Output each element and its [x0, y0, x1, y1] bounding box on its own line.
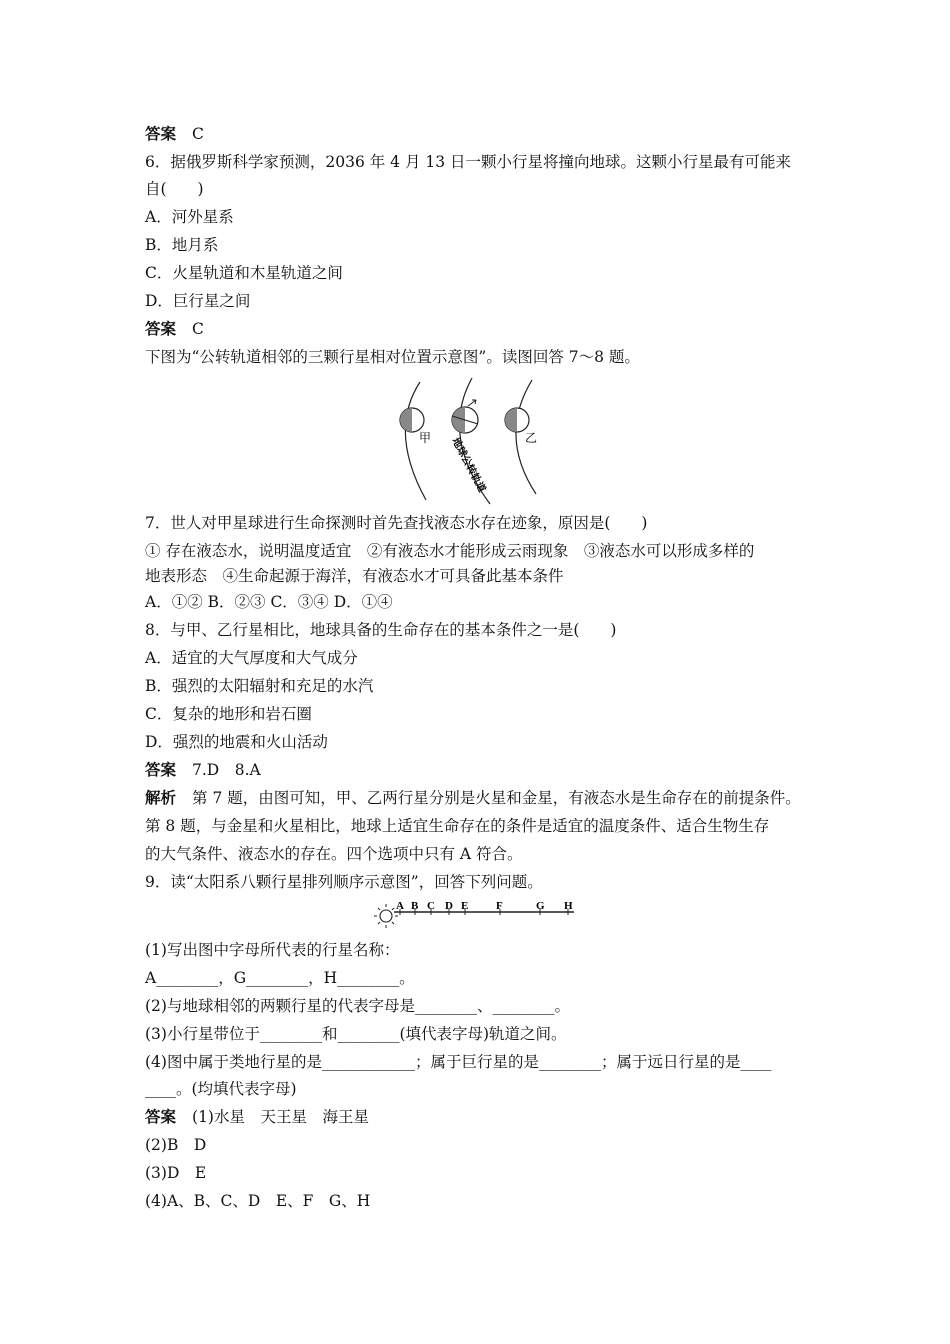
answer-value: 7.D 8.A — [192, 761, 261, 779]
answer-label: 答案 — [145, 124, 177, 143]
solar-system-order-figure — [370, 898, 580, 928]
planet-letter-c: C — [427, 900, 435, 912]
question-8-option-b: B．强烈的太阳辐射和充足的水汽 — [145, 677, 374, 695]
answer-7-8 — [145, 760, 261, 780]
sun-arrow-icon — [468, 400, 476, 406]
explanation-label: 解析 — [145, 788, 177, 807]
planet-yi — [505, 408, 529, 432]
planet-letter-e: E — [461, 900, 469, 912]
answer-value: C — [192, 125, 204, 143]
answer-9-part-3: (3)D E — [145, 1164, 207, 1182]
answer-9-part-2: (2)B D — [145, 1136, 207, 1154]
question-8-stem: 8．与甲、乙行星相比，地球具备的生命存在的基本条件之一是( ) — [145, 621, 617, 639]
question-6-option-d: D．巨行星之间 — [145, 292, 251, 310]
question-6-stem: 6．据俄罗斯科学家预测，2036 年 4 月 13 日一颗小行星将撞向地球。这颗小行星最有可能来 — [145, 153, 792, 171]
question-6-stem-cont: 自( ) — [145, 180, 204, 198]
planet-jia — [400, 408, 424, 432]
orbit-label: 地球公转轨道 — [449, 436, 488, 495]
question-7-choices: A．①② B．②③ C．③④ D．①④ — [145, 593, 393, 611]
question-7-statements: ① 存在液态水，说明温度适宜 ②有液态水才能形成云雨现象 ③液态水可以形成多样的 — [145, 542, 755, 560]
answer-9 — [145, 1107, 369, 1127]
question-9-part-4: (4)图中属于类地行星的是____________；属于巨行星的是________；属于远日行星的是____ — [145, 1053, 772, 1071]
answer-label: 答案 — [145, 760, 177, 779]
question-9-part-1: (1)写出图中字母所代表的行星名称： — [145, 941, 400, 959]
planet-letter-a: A — [396, 900, 404, 912]
question-9-stem: 9．读“太阳系八颗行星排列顺序示意图”，回答下列问题。 — [145, 873, 543, 891]
question-6-option-c: C．火星轨道和木星轨道之间 — [145, 264, 343, 282]
explanation-line-1: 第 7 题，由图可知，甲、乙两行星分别是火星和金星，有液态水是生命存在的前提条件。 — [192, 789, 801, 807]
planet-orbit-figure — [390, 376, 560, 506]
question-6-option-a: A．河外星系 — [145, 208, 234, 226]
question-9-part-4-cont: ____。(均填代表字母) — [145, 1080, 297, 1098]
explanation-line-3: 的大气条件、液态水的存在。四个选项中只有 A 符合。 — [145, 845, 523, 863]
question-8-option-d: D．强烈的地震和火山活动 — [145, 733, 328, 751]
label-jia: 甲 — [419, 431, 432, 445]
planet-letter-d: D — [445, 900, 453, 912]
explanation — [145, 788, 801, 808]
question-9-part-1-blanks: A________，G________，H________。 — [145, 969, 415, 987]
question-8-option-a: A．适宜的大气厚度和大气成分 — [145, 649, 358, 667]
planet-letter-g: G — [536, 900, 545, 912]
answer-label: 答案 — [145, 319, 177, 338]
explanation-line-2: 第 8 题，与金星和火星相比，地球上适宜生命存在的条件是适宜的温度条件、适合生物生存 — [145, 817, 770, 835]
answer-5 — [145, 124, 204, 144]
question-8-option-c: C．复杂的地形和岩石圈 — [145, 705, 312, 723]
answer-value: C — [192, 320, 204, 338]
label-yi: 乙 — [525, 431, 538, 445]
planet-earth — [452, 407, 478, 433]
question-6-option-b: B．地月系 — [145, 236, 219, 254]
intro-7-8: 下图为“公转轨道相邻的三颗行星相对位置示意图”。读图回答 7～8 题。 — [145, 348, 640, 366]
planet-letter-h: H — [564, 900, 573, 912]
answer-value: (1)水星 天王星 海王星 — [192, 1108, 369, 1126]
planet-letter-f: F — [496, 900, 503, 912]
question-9-part-3: (3)小行星带位于________和________(填代表字母)轨道之间。 — [145, 1025, 567, 1043]
answer-9-part-4: (4)A、B、C、D E、F G、H — [145, 1192, 371, 1210]
sun-icon — [374, 904, 398, 928]
answer-label: 答案 — [145, 1107, 177, 1126]
planet-letter-b: B — [411, 900, 419, 912]
question-7-stem: 7．世人对甲星球进行生命探测时首先查找液态水存在迹象，原因是( ) — [145, 514, 648, 532]
answer-6 — [145, 319, 204, 339]
question-7-statements-cont: 地表形态 ④生命起源于海洋，有液态水才可具备此基本条件 — [145, 567, 564, 585]
question-9-part-2: (2)与地球相邻的两颗行星的代表字母是________、________。 — [145, 997, 570, 1015]
